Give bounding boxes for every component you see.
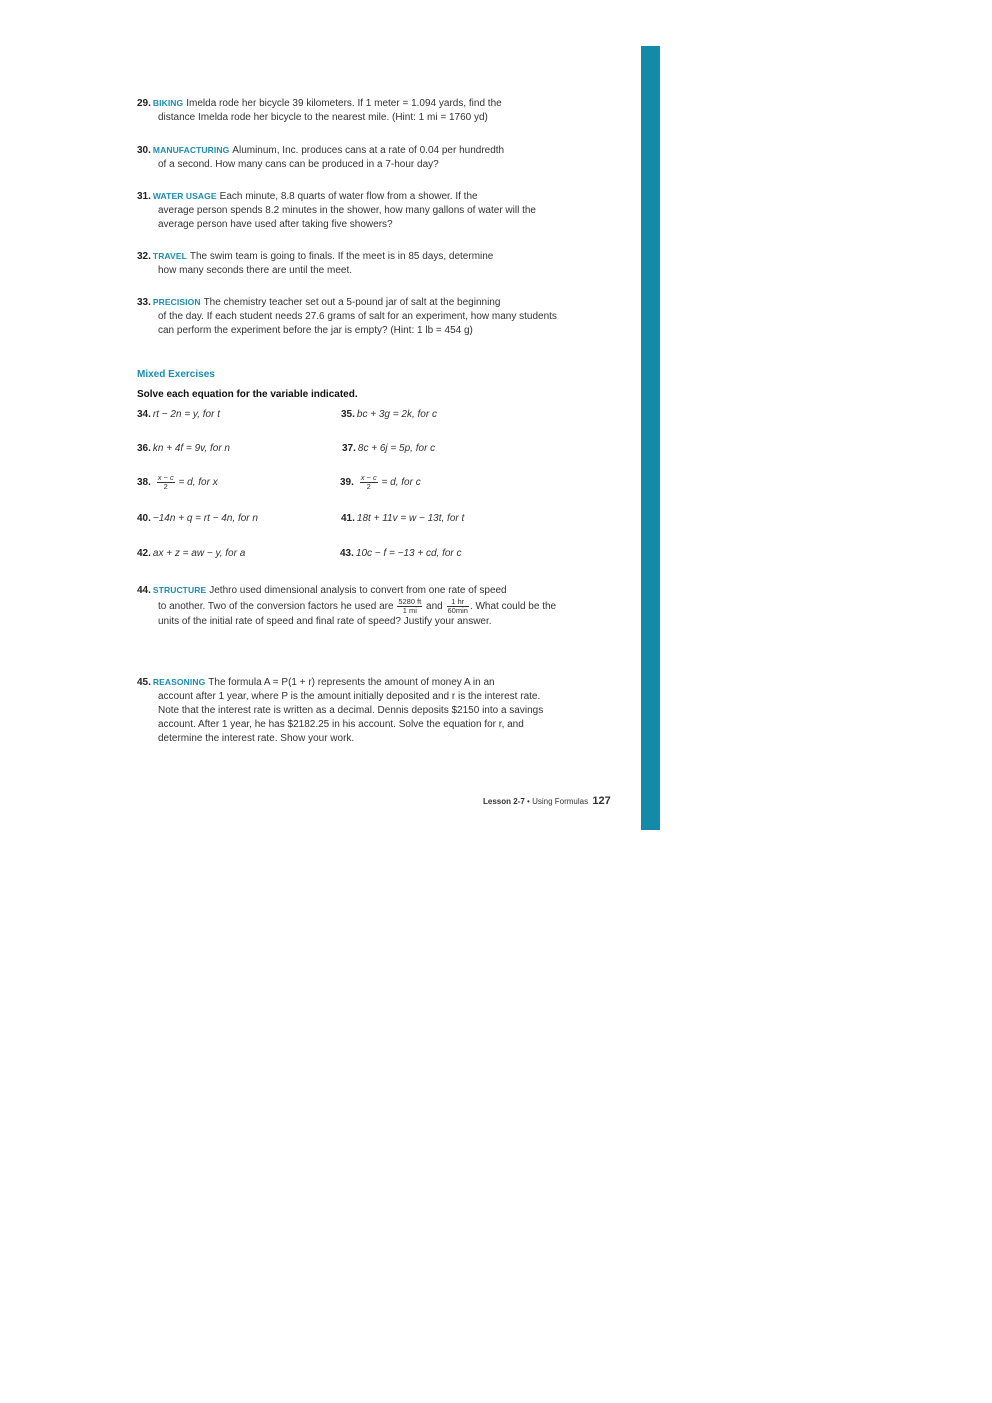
- exercise-42: [137, 548, 245, 559]
- problem-tag: STRUCTURE: [152, 585, 207, 595]
- exercise-number: 35.: [341, 409, 355, 420]
- problem-text: The formula A = P(1 + r) represents the amount of money A in an: [208, 677, 495, 688]
- exercise-number: 43.: [340, 548, 354, 559]
- problem-tag: PRECISION: [152, 297, 201, 307]
- problem-tag: REASONING: [152, 677, 206, 687]
- exercise-37: [342, 443, 435, 454]
- exercise-equation: 18t + 11v = w − 13t, for t: [356, 513, 465, 524]
- exercise-number: 34.: [137, 409, 151, 420]
- problem-text: Aluminum, Inc. produces cans at a rate of 0.04 per hundredth: [232, 145, 505, 156]
- problem-text: The swim team is going to finals. If the meet is in 85 days, determine: [189, 251, 494, 262]
- exercise-34: [137, 409, 220, 420]
- problem-number: 30.: [137, 145, 151, 156]
- problem-29: [137, 96, 557, 125]
- page-number: 127: [592, 795, 611, 807]
- conversion-factor-2: $\frac{1 hr}{60\min}$: [447, 597, 468, 615]
- problem-31: [137, 189, 557, 232]
- problem-45: [137, 675, 557, 746]
- fraction: $\frac{x - c}{2}$: [360, 473, 377, 491]
- problem-number: 45.: [137, 677, 151, 688]
- footer-lesson: Lesson 2-7: [483, 797, 525, 806]
- exercise-number: 42.: [137, 548, 151, 559]
- exercise-equation: = d, for c: [381, 477, 421, 489]
- problem-text-cont: account after 1 year, where P is the amount initially deposited and r is the interest rate. Note that the interest rate is written as a decimal. Dennis deposits $2150 into a savings account. After 1 year, he has $2182.25 in his account. Solve the equation for r, and determine the interest rate. Show your work.: [158, 691, 544, 744]
- exercise-number: 37.: [342, 443, 356, 454]
- exercise-35: [341, 409, 437, 420]
- problem-tag: BIKING: [152, 98, 184, 108]
- exercise-equation: kn + 4f = 9v, for n: [152, 443, 230, 454]
- problem-tag: WATER USAGE: [152, 191, 217, 201]
- mixed-instruction: Solve each equation for the variable indicated.: [137, 389, 358, 400]
- exercise-equation: −14n + q = rt − 4n, for n: [152, 513, 258, 524]
- problem-number: 32.: [137, 251, 151, 262]
- problem-number: 33.: [137, 297, 151, 308]
- problem-text-cont: of a second. How many cans can be produced in a 7-hour day?: [158, 159, 439, 170]
- exercise-41: [341, 513, 464, 524]
- problem-32: [137, 249, 557, 278]
- exercise-43: [340, 548, 462, 559]
- footer-bullet: •: [527, 797, 530, 806]
- problem-30: [137, 143, 557, 172]
- problem-number: 44.: [137, 585, 151, 596]
- problem-text-cont: how many seconds there are until the meet.: [158, 265, 352, 276]
- footer-title: Using Formulas: [532, 797, 589, 806]
- page-footer: [483, 795, 611, 807]
- conversion-factor-1: $\frac{5280 ft}{1 mi}$: [398, 597, 422, 615]
- mixed-exercises-heading: Mixed Exercises: [137, 369, 215, 380]
- exercise-equation: = d, for x: [178, 477, 218, 489]
- accent-side-bar: [641, 46, 660, 830]
- exercise-38: [137, 474, 218, 491]
- problem-text: Imelda rode her bicycle 39 kilometers. If 1 meter = 1.094 yards, find the: [186, 98, 502, 109]
- exercise-number: 41.: [341, 513, 355, 524]
- problem-text-cont: to another. Two of the conversion factors he used are $\frac{5280 ft}{1 mi}$ and $\frac{1 hr}{60\min}$ . What could be the units of the initial rate of speed and final rate of speed? Justify your answer.: [158, 597, 557, 627]
- exercise-number: 39.: [340, 477, 354, 489]
- exercise-39: [340, 474, 421, 491]
- exercise-equation: 8c + 6j = 5p, for c: [357, 443, 436, 454]
- exercise-equation: rt − 2n = y, for t: [152, 409, 220, 420]
- problem-text-cont: of the day. If each student needs 27.6 grams of salt for an experiment, how many students can perform the experiment before the jar is empty? (Hint: 1 lb = 454 g): [158, 311, 557, 336]
- problem-text: Jethro used dimensional analysis to convert from one rate of speed: [209, 585, 507, 596]
- problem-text: The chemistry teacher set out a 5-pound jar of salt at the beginning: [203, 297, 501, 308]
- fraction: $\frac{x - c}{2}$: [157, 473, 174, 491]
- problem-33: [137, 295, 557, 338]
- exercise-equation: bc + 3g = 2k, for c: [356, 409, 437, 420]
- problem-number: 29.: [137, 98, 151, 109]
- exercise-number: 38.: [137, 477, 151, 489]
- problem-44: [137, 583, 557, 629]
- problem-number: 31.: [137, 191, 151, 202]
- problem-text: Each minute, 8.8 quarts of water flow from a shower. If the: [219, 191, 478, 202]
- problem-text-cont: average person spends 8.2 minutes in the shower, how many gallons of water will the average person have used after taking five showers?: [158, 205, 536, 230]
- problem-text-cont: distance Imelda rode her bicycle to the nearest mile. (Hint: 1 mi = 1760 yd): [158, 112, 488, 123]
- exercise-equation: ax + z = aw − y, for a: [152, 548, 246, 559]
- exercise-number: 40.: [137, 513, 151, 524]
- exercise-40: [137, 513, 258, 524]
- problem-tag: TRAVEL: [152, 251, 187, 261]
- exercise-equation: 10c − f = −13 + cd, for c: [355, 548, 462, 559]
- problem-tag: MANUFACTURING: [152, 145, 230, 155]
- exercise-36: [137, 443, 230, 454]
- exercise-number: 36.: [137, 443, 151, 454]
